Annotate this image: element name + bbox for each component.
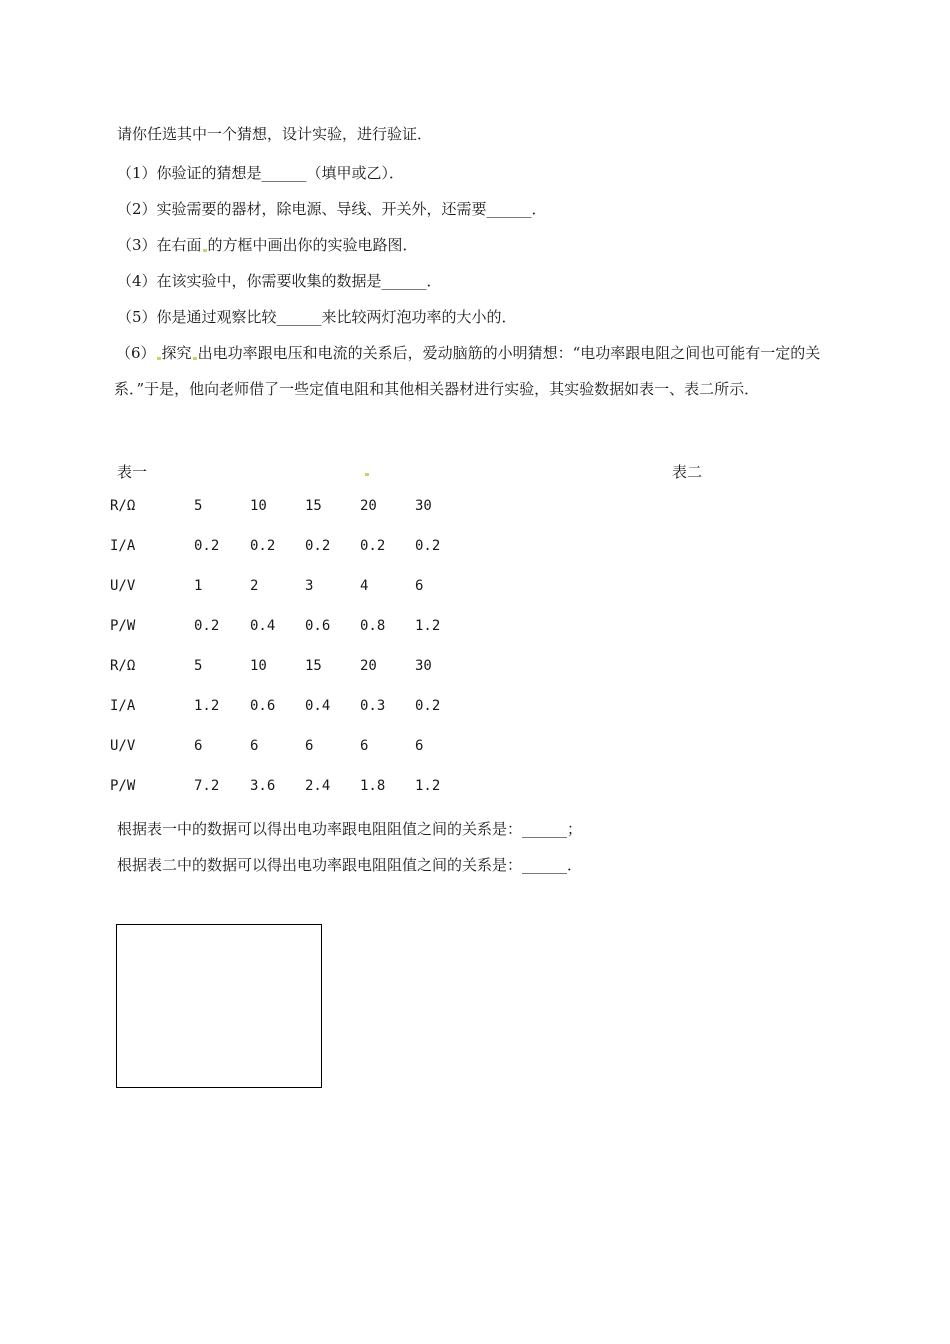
question-5: （5）你是通过观察比较______来比较两灯泡功率的大小的．: [117, 308, 517, 326]
highlight-mark: [203, 249, 207, 252]
row-header-cell: P/W: [110, 778, 136, 794]
table-cell: 3.6: [250, 778, 276, 794]
table-1-label: 表一: [117, 463, 148, 481]
table-cell: 0.2: [415, 538, 441, 554]
question-6: [114, 335, 844, 407]
table-cell: 7.2: [194, 778, 220, 794]
table-cell: 0.4: [305, 698, 331, 714]
highlight-mark: [193, 357, 197, 360]
table-cell: 0.3: [360, 698, 386, 714]
table-cell: 0.2: [305, 538, 331, 554]
table-cell: 1.8: [360, 778, 386, 794]
intro-text: 请你任选其中一个猜想，设计实验，进行验证．: [117, 125, 433, 143]
table-cell: 2.4: [305, 778, 331, 794]
table-2-label: 表二: [672, 463, 703, 481]
conclusion-1: 根据表一中的数据可以得出电功率跟电阻阻值之间的关系是：______；: [117, 820, 583, 838]
table-cell: 15: [305, 498, 322, 514]
row-header-cell: U/V: [110, 578, 136, 594]
table-cell: 4: [360, 578, 369, 594]
table-cell: 20: [360, 498, 377, 514]
table-cell: 1.2: [415, 618, 441, 634]
question-6-keyword: 探究: [161, 344, 192, 362]
highlight-mark: [157, 357, 161, 360]
question-3: [117, 235, 418, 255]
question-6-number: （6）: [116, 344, 156, 362]
table-cell: 6: [360, 738, 369, 754]
table-cell: 0.4: [250, 618, 276, 634]
table-cell: 6: [415, 578, 424, 594]
table-cell: 0.2: [194, 538, 220, 554]
row-header-cell: P/W: [110, 618, 136, 634]
question-1: （1）你验证的猜想是______（填甲或乙）．: [117, 164, 405, 182]
table-cell: 20: [360, 658, 377, 674]
table-cell: 3: [305, 578, 314, 594]
table-cell: 30: [415, 498, 432, 514]
table-cell: 6: [305, 738, 314, 754]
table-cell: 0.8: [360, 618, 386, 634]
table-cell: 5: [194, 658, 203, 674]
table-cell: 10: [250, 658, 267, 674]
table-cell: 0.2: [250, 538, 276, 554]
table-cell: 0.6: [250, 698, 276, 714]
table-cell: 30: [415, 658, 432, 674]
highlight-mark: [365, 473, 369, 476]
table-cell: 1: [194, 578, 203, 594]
table-cell: 1.2: [415, 778, 441, 794]
row-header-cell: I/A: [110, 698, 136, 714]
row-header-cell: U/V: [110, 738, 136, 754]
row-header-cell: R/Ω: [110, 658, 136, 674]
table-cell: 5: [194, 498, 203, 514]
row-header-cell: R/Ω: [110, 498, 136, 514]
table-cell: 10: [250, 498, 267, 514]
table-cell: 2: [250, 578, 259, 594]
table-cell: 1.2: [194, 698, 220, 714]
table-cell: 6: [250, 738, 259, 754]
conclusion-2: 根据表二中的数据可以得出电功率跟电阻阻值之间的关系是：______．: [117, 856, 583, 874]
question-3-part-a: （3）在右面: [117, 236, 202, 254]
circuit-diagram-box: [116, 924, 322, 1088]
question-6-body: 出电功率跟电压和电流的关系后，爱动脑筋的小明猜想：“电功率跟电阻之间也可能有一定的关系．”于是，他向老师借了一些定值电阻和其他相关器材进行实验，其实验数据如表一、表二所示．: [114, 344, 821, 398]
table-cell: 0.6: [305, 618, 331, 634]
table-cell: 15: [305, 658, 322, 674]
table-cell: 0.2: [360, 538, 386, 554]
table-cell: 0.2: [415, 698, 441, 714]
table-cell: 0.2: [194, 618, 220, 634]
table-cell: 6: [194, 738, 203, 754]
row-header-cell: I/A: [110, 538, 136, 554]
question-4: （4）在该实验中，你需要收集的数据是______．: [117, 272, 442, 290]
question-3-part-b: 的方框中画出你的实验电路图．: [207, 236, 418, 254]
table-cell: 6: [415, 738, 424, 754]
question-2: （2）实验需要的器材，除电源、导线、开关外，还需要______．: [117, 200, 547, 218]
